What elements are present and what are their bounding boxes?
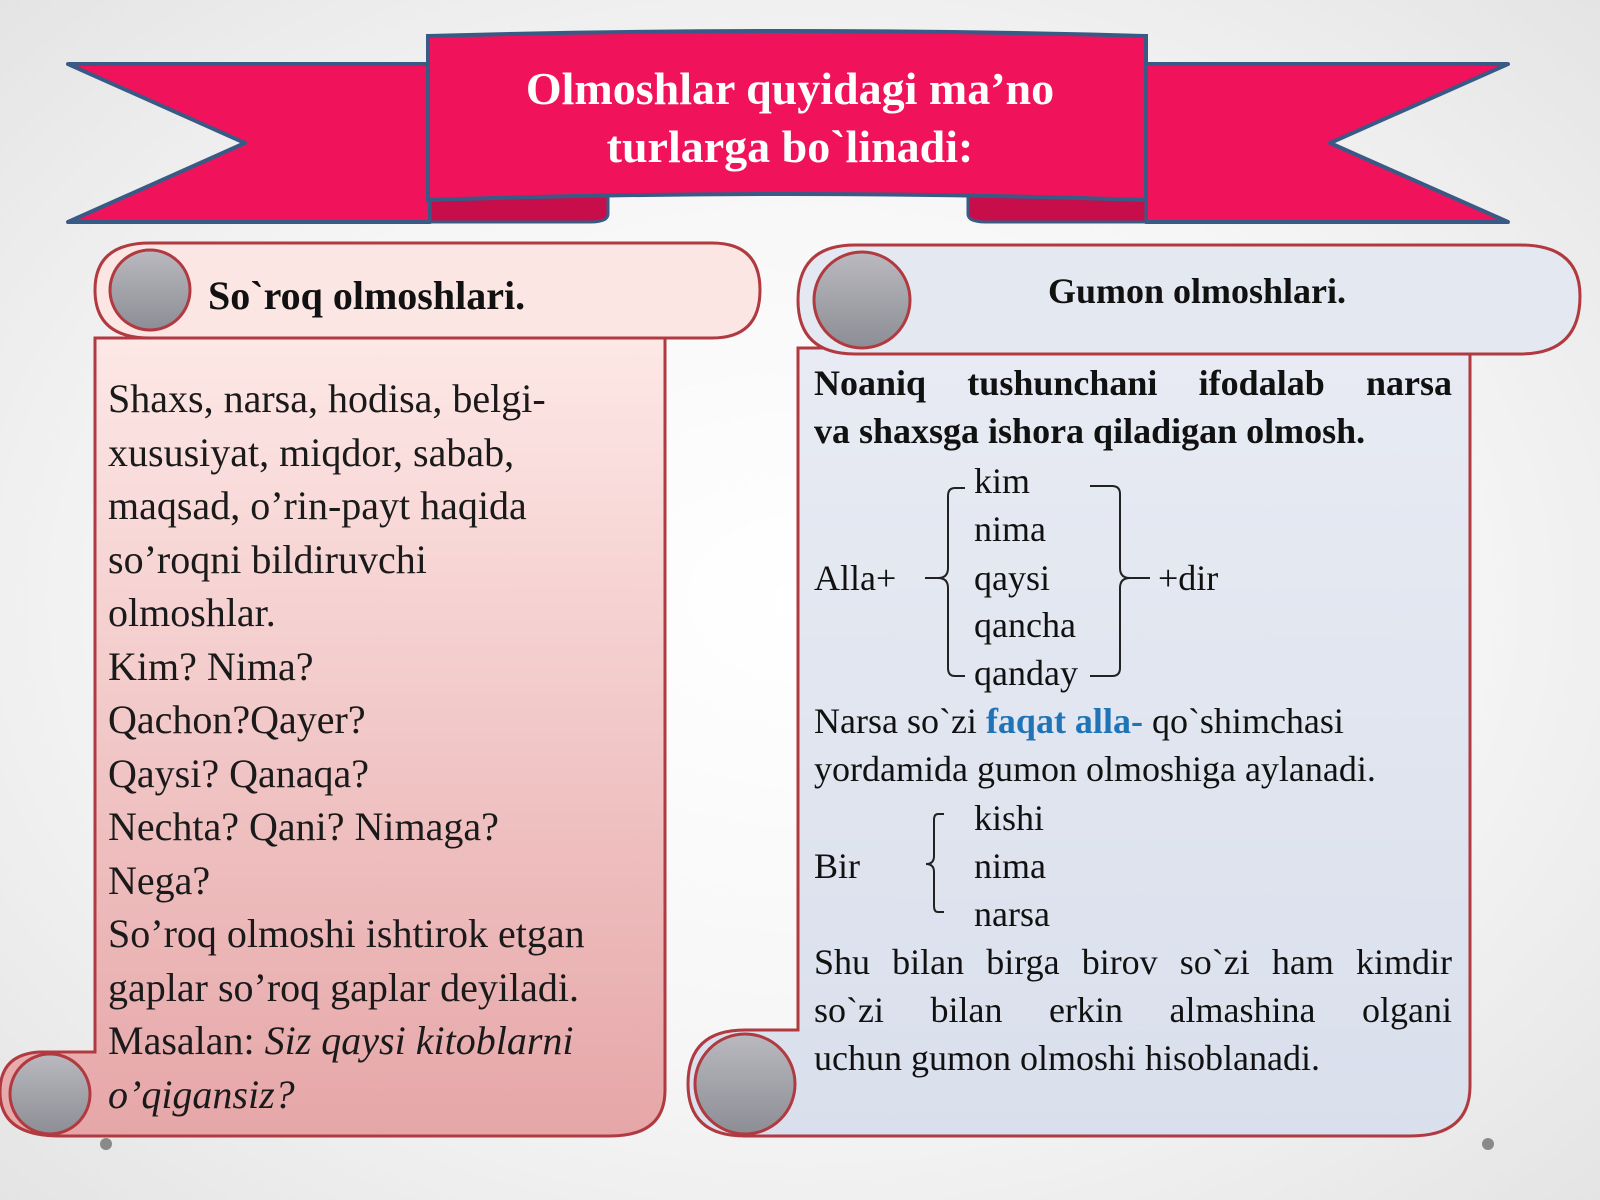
left-line: gaplar so’roq gaplar deyiladi.	[108, 964, 579, 1010]
closing-line-3: uchun gumon olmoshi hisoblanadi.	[814, 1038, 1320, 1078]
alla-word: nima	[974, 509, 1046, 549]
decor-dot-right	[1482, 1138, 1494, 1150]
slide-title	[440, 60, 1140, 176]
narsa-text-1: Narsa so`zi	[814, 701, 986, 741]
example-line-2	[108, 1068, 648, 1122]
narsa-line-1	[814, 700, 1344, 742]
dir-suffix: +dir	[1158, 558, 1219, 598]
bir-prefix: Bir	[814, 846, 861, 886]
bir-word: nima	[974, 846, 1046, 886]
alla-prefix: Alla+	[814, 558, 897, 598]
bir-word: narsa	[974, 894, 1050, 934]
left-line: so’roqni bildiruvchi	[108, 536, 427, 582]
left-line: Qachon?Qayer?	[108, 697, 366, 742]
alla-word: qancha	[974, 605, 1076, 645]
alla-word: kim	[974, 461, 1031, 501]
closing-line-1: Shu bilan birga birov so`zi ham kimdir	[814, 942, 1452, 982]
alla-word: qaysi	[974, 558, 1050, 598]
left-line: Nega?	[108, 857, 211, 903]
closing-line-2: so`zi bilan erkin almashina olgani	[814, 990, 1452, 1030]
title-line-1: Olmoshlar quyidagi ma’no	[525, 63, 1055, 114]
definition-line-2: va shaxsga ishora qiladigan olmosh.	[814, 411, 1366, 451]
left-line: Nechta? Qani? Nimaga?	[108, 804, 499, 849]
left-panel-heading: So`roq olmoshlari.	[208, 273, 526, 318]
left-line: So’roq olmoshi ishtirok etgan	[108, 911, 585, 956]
alla-word: qanday	[974, 653, 1078, 693]
left-line: xususiyat, miqdor, sabab,	[108, 429, 515, 475]
example-label: Masalan:	[108, 1018, 265, 1063]
decor-dot-left	[100, 1138, 112, 1150]
ribbon-right-tail	[1146, 64, 1508, 222]
left-line: Kim? Nima?	[108, 643, 314, 689]
narsa-line-2: yordamida gumon olmoshiga aylanadi.	[814, 749, 1376, 789]
definition-line-1: Noaniq tushunchani ifodalab narsa	[814, 363, 1452, 403]
left-scroll-bottom-curl	[10, 1054, 90, 1134]
left-scroll-top-curl	[110, 250, 190, 330]
left-line: Shaxs, narsa, hodisa, belgi-	[108, 376, 546, 421]
example-line	[108, 1014, 648, 1068]
title-line-2: turlarga bo`linadi:	[606, 121, 974, 172]
example-italic-2: o’qigansiz?	[108, 1071, 295, 1117]
left-line: olmoshlar.	[108, 590, 276, 635]
left-line: Qaysi? Qanaqa?	[108, 750, 369, 796]
ribbon-left-tail	[68, 64, 430, 222]
narsa-text-2: qo`shimchasi	[1142, 701, 1344, 741]
right-scroll-bottom-curl	[695, 1034, 795, 1134]
narsa-highlight: faqat alla-	[985, 701, 1143, 741]
left-line: maqsad, o’rin-payt haqida	[108, 483, 527, 528]
right-panel-heading: Gumon olmoshlari.	[1048, 271, 1347, 311]
left-panel-body	[108, 372, 648, 1121]
right-scroll-top-curl	[814, 252, 910, 348]
bir-word: kishi	[974, 798, 1045, 838]
example-italic-1: Siz qaysi kitoblarni	[264, 1018, 574, 1063]
